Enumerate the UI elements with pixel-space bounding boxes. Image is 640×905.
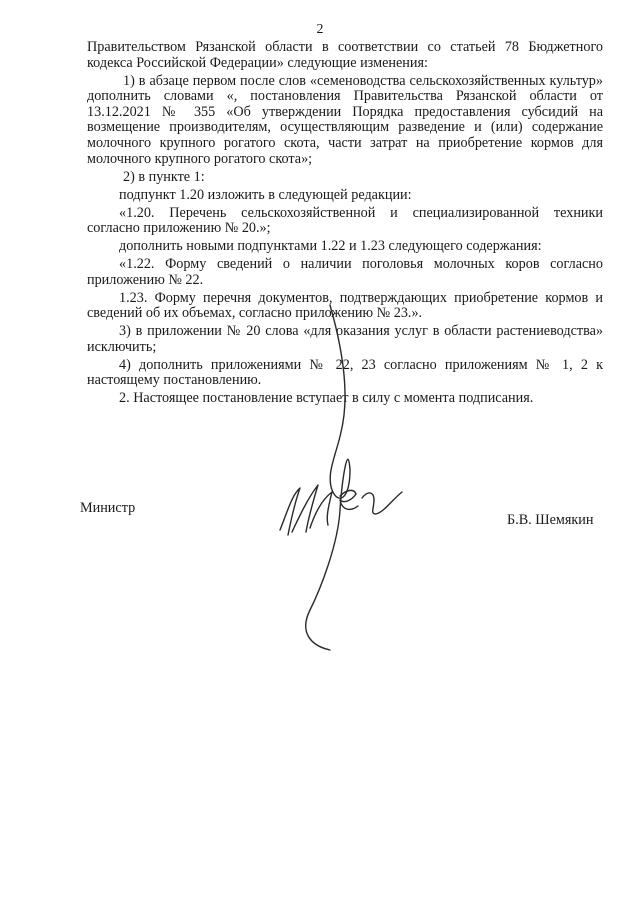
paragraph-quote-1-20: «1.20. Перечень сельскохозяйственной и специализированной техники согласно приложению № 20.»;	[87, 204, 603, 237]
paragraph-item-3: 3) в приложении № 20 слова «для оказания услуг в области растениеводства» исключить;	[87, 323, 603, 355]
paragraph-item-4: 4) дополнить приложениями № 22, 23 согласно приложениям № 1, 2 к настоящему постановлению.	[87, 356, 603, 389]
paragraph-item-1: 1) в абзаце первом после слов «семеноводства сельскохозяйственных культур» дополнить словами «, постановления Правительства Рязанской области от 13.12.2021 № 355 «Об утверждении Порядка предоставления субсидий на возмещение производителям, осуществляющим разведение и (или) содержание молочного крупного рогатого скота, части затрат на приобретение кормов для молочного крупного рогатого скота»;	[87, 72, 603, 167]
paragraph-quote-1-22: «1.22. Форму сведений о наличии поголовья молочных коров согласно приложению № 22.	[87, 256, 603, 288]
document-body	[87, 40, 603, 409]
paragraph-intro: Правительством Рязанской области в соответствии со статьей 78 Бюджетного кодекса Российской Федерации» следующие изменения:	[87, 39, 603, 71]
paragraph-item-2: 2) в пункте 1:	[123, 168, 205, 185]
paragraph-point-2: 2. Настоящее постановление вступает в силу с момента подписания.	[119, 390, 534, 407]
paragraph-subpoint-1-20: подпункт 1.20 изложить в следующей редакции:	[119, 186, 412, 203]
signatory-name: Б.В. Шемякин	[507, 512, 594, 528]
page-number: 2	[316, 22, 324, 37]
paragraph-quote-1-23: 1.23. Форму перечня документов, подтверждающих приобретение кормов и сведений об их объемах, согласно приложению № 23.».	[87, 289, 603, 322]
paragraph-add-subpoints: дополнить новыми подпунктами 1.22 и 1.23 следующего содержания:	[119, 238, 542, 255]
signatory-title: Министр	[80, 500, 136, 516]
